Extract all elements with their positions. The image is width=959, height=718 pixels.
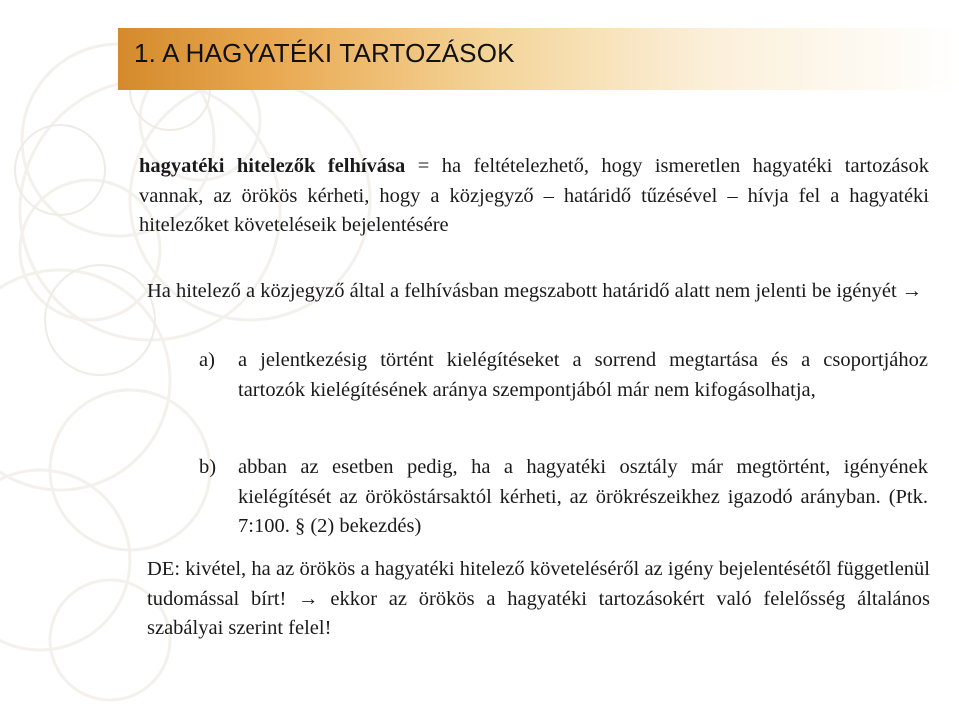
list-item-label: b) — [199, 456, 217, 478]
condition-paragraph: Ha hitelező a közjegyző által a felhívásban megszabott határidő alatt nem jelenti be igényét → — [147, 280, 923, 302]
list-item-text: abban az esetben pedig, ha a hagyatéki osztály már megtörtént, igényének kielégítését az örököstársaktól kérheti, az örökrészeikhez igazodó arányban. (Ptk. 7:100. § (2) bekezdés) — [238, 456, 928, 537]
list-item-label: a) — [199, 349, 215, 371]
exception-paragraph: DE: kivétel, ha az örökös a hagyatéki hitelező követeléséről az igény bejelentésétől függetlenül tudomással bírt! → ekkor az örökös a hagyatéki tartozásokért való felelősség általános szabályai szerint felel! — [147, 558, 930, 639]
intro-paragraph — [139, 152, 929, 241]
list-item-text: a jelentkezésig történt kielégítéseket a sorrend megtartása és a csoportjához tartozók kielégítésének aránya szempontjából már nem kifogásolhatja, — [238, 349, 928, 401]
intro-term: hagyatéki hitelezők felhívása — [139, 155, 406, 177]
slide-title: 1. A HAGYATÉKI TARTOZÁSOK — [134, 38, 515, 68]
intro-definition: = ha feltételezhető, hogy ismeretlen hagyatéki tartozások vannak, az örökös kérheti, hogy a közjegyző – határidő tűzésével – hívja fel a hagyatéki hitelezőket követeléseik bejelentésére — [139, 155, 930, 236]
